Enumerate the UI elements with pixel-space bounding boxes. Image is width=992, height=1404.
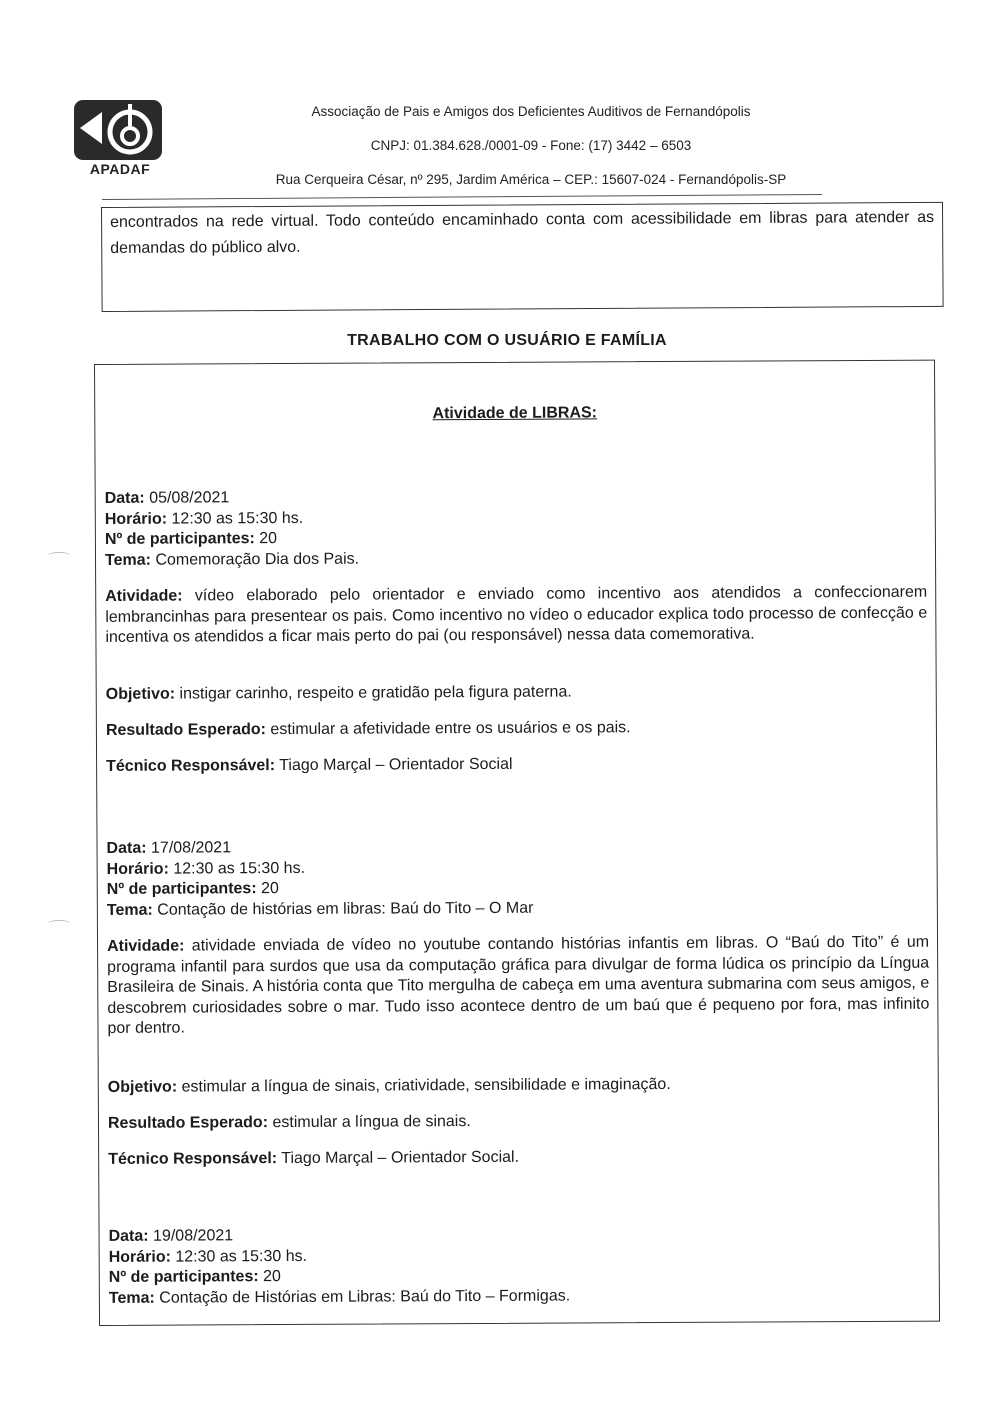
theme-value: Contação de Histórias em Libras: Baú do Tito – Formigas. [159, 1287, 571, 1307]
theme-line [107, 896, 929, 921]
time-label: Horário: [106, 860, 169, 878]
continuation-box [101, 202, 944, 312]
expected-result-label: Resultado Esperado: [105, 720, 266, 739]
activity-label: Atividade: [107, 937, 185, 955]
objective-text: estimular a língua de sinais, criatividade, sensibilidade e imaginação. [181, 1075, 671, 1096]
address: Rua Cerqueira César, nº 295, Jardim América – CEP.: 15607-024 - Fernandópolis-SP [275, 172, 787, 187]
time-value: 12:30 as 15:30 hs. [171, 509, 304, 528]
activity-entry [106, 835, 930, 1170]
section-title: TRABALHO COM O USUÁRIO E FAMÍLIA [347, 332, 667, 349]
activity-text: vídeo elaborado pelo orientador e enviado como incentivo aos atendidos a confeccionarem lembrancinhas para presentear os pais. Como incentivo no vídeo o educador explica todo processo de confecção e incentiva os atendidos a ficar mais perto do pai (ou responsável) nessa data comemorativa. [105, 583, 928, 646]
activity-entry [105, 485, 928, 777]
activity-text: atividade enviada de vídeo no youtube contando histórias infantis em libras. O “Baú do Tito” é um programa infantil para surdos que usa da computação gráfica para divulgar de forma lúdica os princípio da Língua Brasileira de Sinais. A história conta que Tito mergulha de cabeça em uma aventura submarina com seus amigos, e descobrem curiosidades sobre o mar. Tudo isso acontece dentro de um baú que é pequeno por fora, mas infinito por dentro. [107, 933, 930, 1037]
technician-line [108, 1145, 930, 1169]
participants-value: 20 [263, 1268, 281, 1286]
theme-value: Contação de histórias em libras: Baú do Tito – O Mar [157, 899, 534, 919]
time-value: 12:30 as 15:30 hs. [175, 1247, 308, 1266]
time-label: Horário: [104, 510, 168, 528]
theme-label: Tema: [106, 901, 153, 919]
expected-result-line [106, 716, 928, 740]
date-label: Data: [104, 489, 145, 507]
participants-label: Nº de participantes: [108, 1268, 259, 1286]
scan-mark [48, 920, 70, 927]
activity-description [105, 583, 927, 649]
expected-result-line [108, 1109, 930, 1133]
scan-mark [48, 552, 70, 559]
header-divider [102, 194, 822, 200]
expected-result-text: estimular a língua de sinais. [272, 1112, 471, 1131]
objective-line [106, 680, 928, 704]
activity-title: Atividade de LIBRAS: [432, 404, 598, 423]
time-label: Horário: [108, 1248, 171, 1266]
participants-value: 20 [259, 530, 278, 548]
participants-label: Nº de participantes: [104, 530, 255, 548]
activity-label: Atividade: [105, 587, 183, 605]
technician-line [106, 752, 928, 776]
expected-result-label: Resultado Esperado: [107, 1113, 269, 1132]
objective-text: instigar carinho, respeito e gratidão pela figura paterna. [179, 683, 572, 703]
theme-line [109, 1284, 931, 1309]
cnpj-phone: CNPJ: 01.384.628./0001-09 - Fone: (17) 3442 – 6503 [370, 138, 692, 153]
date-value: 17/08/2021 [150, 839, 232, 857]
logo-text: APADAF [89, 161, 151, 177]
theme-line [105, 546, 927, 571]
technician-label: Técnico Responsável: [106, 756, 276, 775]
objective-label: Objetivo: [105, 685, 176, 703]
time-value: 12:30 as 15:30 hs. [173, 859, 306, 878]
participants-value: 20 [261, 880, 279, 898]
theme-label: Tema: [108, 1289, 155, 1307]
date-value: 19/08/2021 [152, 1227, 234, 1245]
date-label: Data: [108, 1227, 149, 1245]
activity-description [107, 933, 930, 1040]
participants-label: Nº de participantes: [106, 880, 257, 898]
continuation-text: encontrados na rede virtual. Todo conteúdo encaminhado conta com acessibilidade em libras para atender as demandas do público alvo. [110, 208, 935, 257]
activity-entry [109, 1223, 931, 1309]
activities-box [94, 360, 940, 1326]
theme-label: Tema: [104, 551, 152, 569]
date-label: Data: [106, 839, 147, 857]
theme-value: Comemoração Dia dos Pais. [155, 550, 360, 569]
org-name: Associação de Pais e Amigos dos Deficientes Auditivos de Fernandópolis [311, 104, 751, 119]
objective-line [108, 1073, 930, 1097]
technician-text: Tiago Marçal – Orientador Social [279, 755, 513, 774]
objective-label: Objetivo: [107, 1078, 178, 1096]
date-value: 05/08/2021 [149, 489, 230, 507]
technician-label: Técnico Responsável: [108, 1149, 278, 1168]
expected-result-text: estimular a afetividade entre os usuários e os pais. [270, 718, 631, 738]
technician-text: Tiago Marçal – Orientador Social. [281, 1148, 520, 1167]
